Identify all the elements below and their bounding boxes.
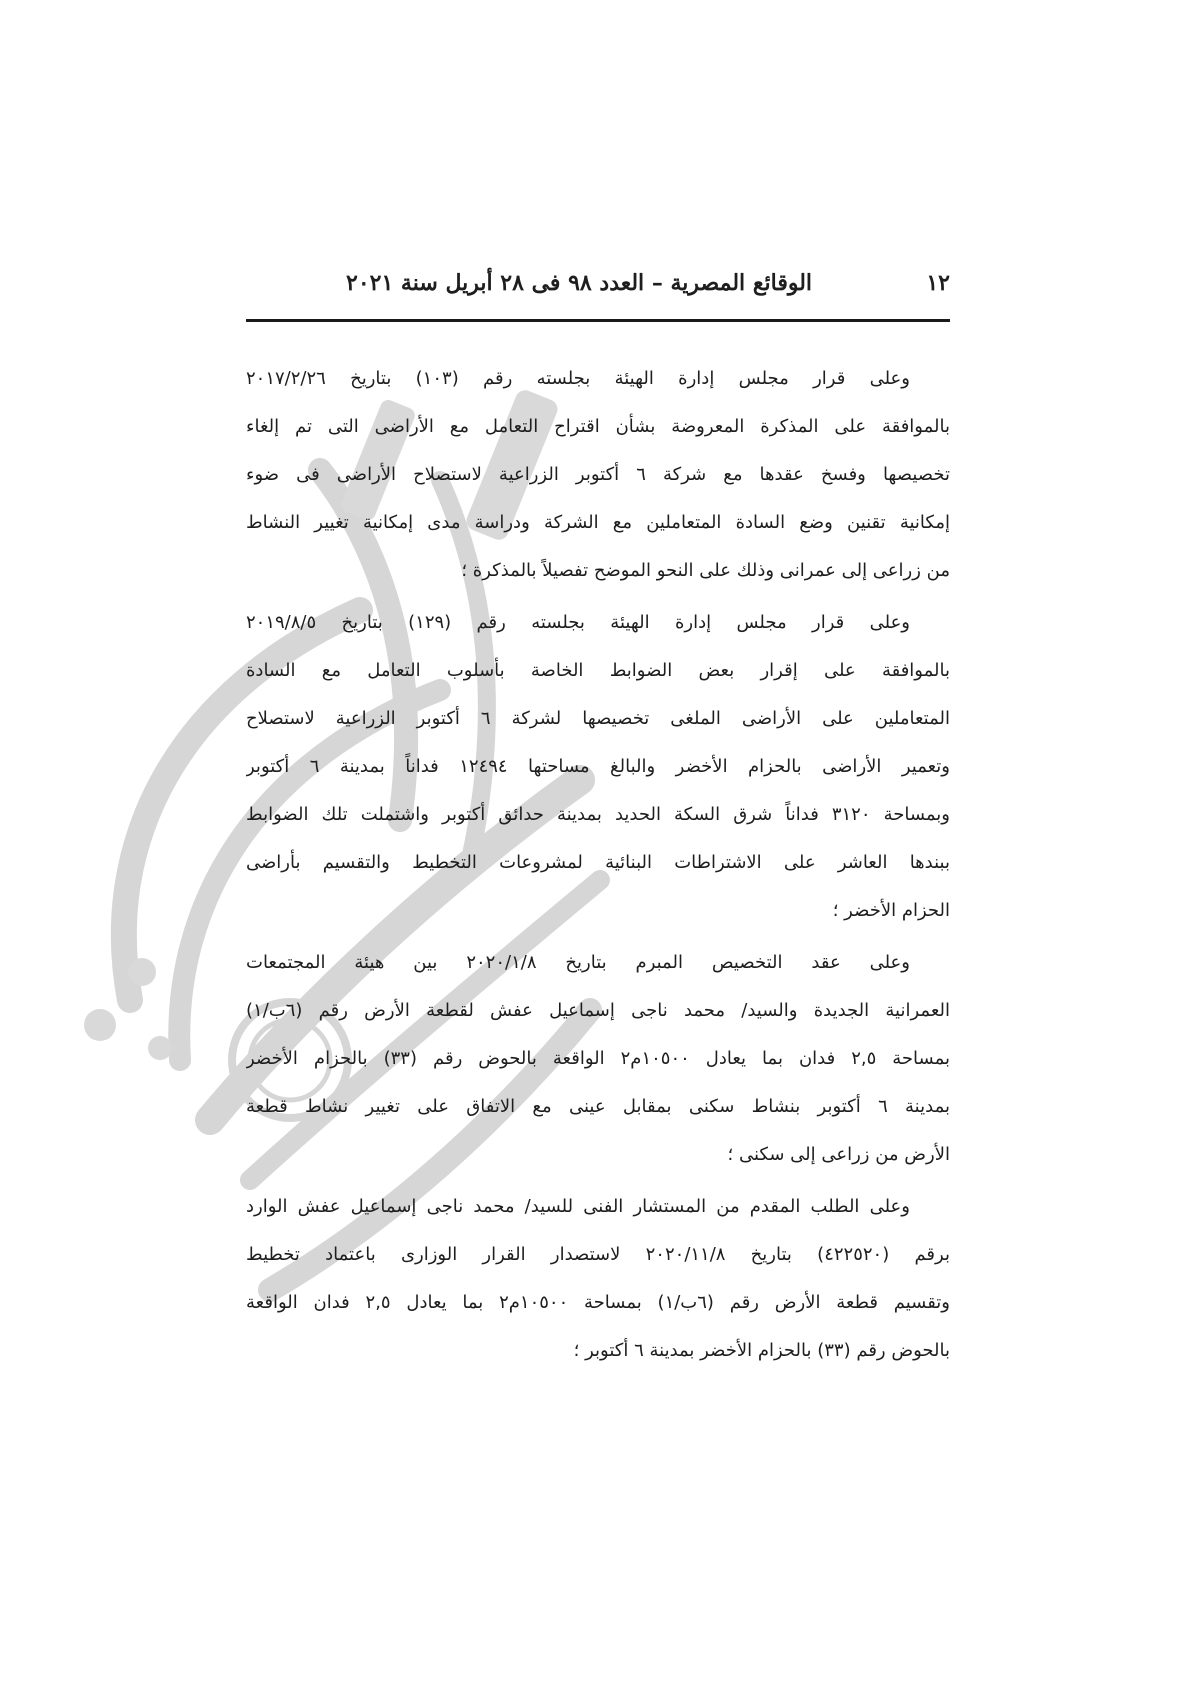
text-line: برقم (٤٢٢٥٢٠) بتاريخ ٢٠٢٠/١١/٨ لاستصدار القرار الوزارى باعتماد تخطيط — [246, 1244, 950, 1265]
gazette-title: الوقائع المصرية – العدد ٩٨ فى ٢٨ أبريل سنة ٢٠٢١ — [346, 270, 813, 296]
text-line: بمدينة ٦ أكتوبر بنشاط سكنى بمقابل عينى مع الاتفاق على تغيير نشاط قطعة — [246, 1096, 950, 1117]
text-line: وعلى الطلب المقدم من المستشار الفنى للسيد/ محمد ناجى إسماعيل عفش الوارد — [246, 1196, 910, 1217]
text-line: وتعمير الأراضى بالحزام الأخضر والبالغ مساحتها ١٢٤٩٤ فداناً بمدينة ٦ أكتوبر — [246, 756, 950, 777]
text-line: بمساحة ٢,٥ فدان بما يعادل ١٠٥٠٠م٢ الواقعة بالحوض رقم (٣٣) بالحزام الأخضر — [246, 1048, 950, 1069]
page-header — [246, 268, 950, 318]
paragraph — [246, 1183, 950, 1375]
text-line: من زراعى إلى عمرانى وذلك على النحو الموضح تفصيلاً بالمذكرة ؛ — [461, 560, 950, 581]
text-line: العمرانية الجديدة والسيد/ محمد ناجى إسماعيل عفش لقطعة الأرض رقم (٦ب/١) — [246, 1000, 950, 1021]
text-line: إمكانية تقنين وضع السادة المتعاملين مع الشركة ودراسة مدى إمكانية تغيير النشاط — [246, 512, 950, 533]
text-line: وعلى عقد التخصيص المبرم بتاريخ ٢٠٢٠/١/٨ بين هيئة المجتمعات — [246, 952, 910, 973]
paragraph — [246, 939, 950, 1179]
text-line: الأرض من زراعى إلى سكنى ؛ — [727, 1144, 950, 1165]
text-line: بالموافقة على المذكرة المعروضة بشأن اقتراح التعامل مع الأراضى التى تم إلغاء — [246, 416, 950, 437]
text-line: وعلى قرار مجلس إدارة الهيئة بجلسته رقم (١٠٣) بتاريخ ٢٠١٧/٢/٢٦ — [246, 368, 910, 389]
document-body — [246, 355, 950, 1379]
header-divider — [246, 319, 950, 322]
text-line: المتعاملين على الأراضى الملغى تخصيصها لشركة ٦ أكتوبر الزراعية لاستصلاح — [246, 708, 950, 729]
text-line: تخصيصها وفسخ عقدها مع شركة ٦ أكتوبر الزراعية لاستصلاح الأراضى فى ضوء — [246, 464, 950, 485]
text-line: وتقسيم قطعة الأرض رقم (٦ب/١) بمساحة ١٠٥٠٠م٢ بما يعادل ٢,٥ فدان الواقعة — [246, 1292, 950, 1313]
text-line: بالموافقة على إقرار بعض الضوابط الخاصة بأسلوب التعامل مع السادة — [246, 660, 950, 681]
text-line: وعلى قرار مجلس إدارة الهيئة بجلسته رقم (١٢٩) بتاريخ ٢٠١٩/٨/٥ — [246, 612, 910, 633]
text-line: وبمساحة ٣١٢٠ فداناً شرق السكة الحديد بمدينة حدائق أكتوبر واشتملت تلك الضوابط — [246, 804, 950, 825]
page-number: ١٢ — [926, 270, 950, 296]
text-line: الحزام الأخضر ؛ — [832, 900, 950, 921]
paragraph — [246, 599, 950, 935]
text-line: بالحوض رقم (٣٣) بالحزام الأخضر بمدينة ٦ أكتوبر ؛ — [573, 1340, 950, 1361]
paragraph — [246, 355, 950, 595]
text-line: ببندها العاشر على الاشتراطات البنائية لمشروعات التخطيط والتقسيم بأراضى — [246, 852, 950, 873]
